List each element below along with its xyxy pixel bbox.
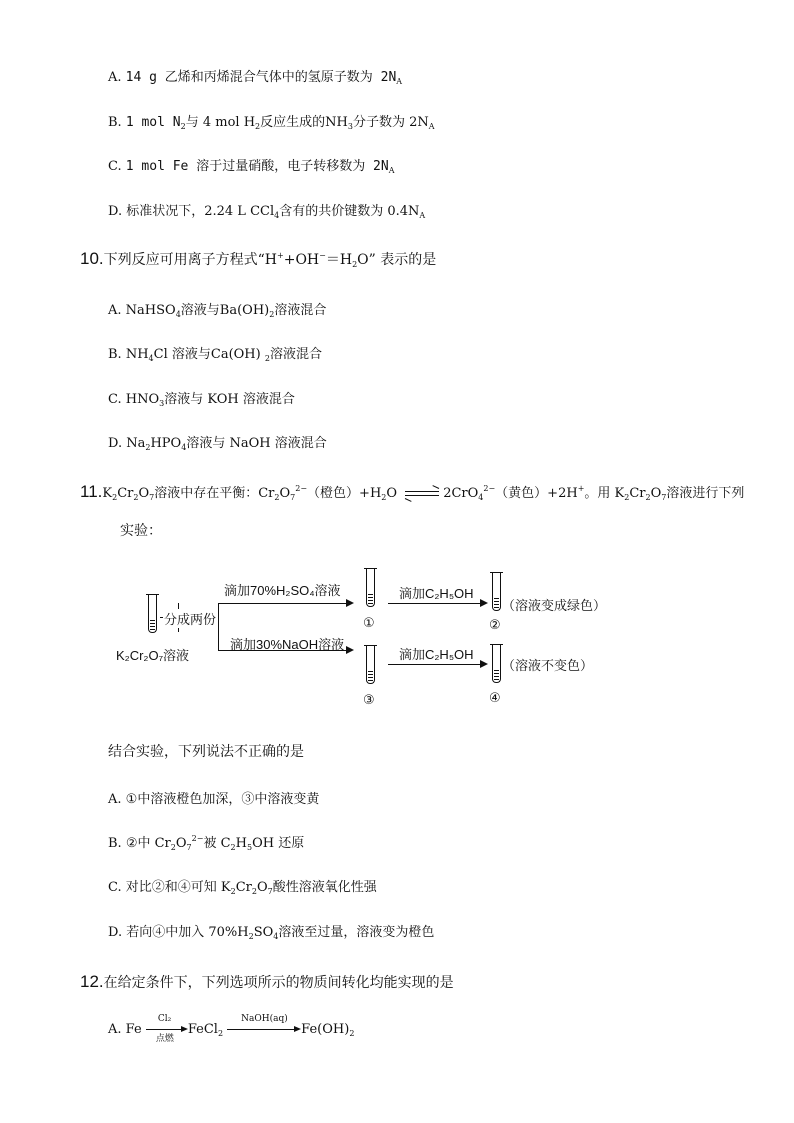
arrow-right-icon: [480, 599, 488, 607]
test-tube-3-icon: [366, 645, 375, 684]
test-tube-2-icon: [492, 572, 501, 611]
add-ethanol-label-2: 滴加C₂H₅OH: [399, 647, 474, 662]
condition-arrow-2: NaOH(aq): [227, 1023, 301, 1037]
arrow-right-icon: [294, 1026, 301, 1032]
arrow-right-icon: [346, 646, 354, 654]
q10-option-c: C. $HNO_3$溶液与 KOH 溶液混合: [108, 392, 295, 408]
q12-stem: 12.在给定条件下，下列选项所示的物质间转化均能实现的是: [80, 972, 454, 991]
bottom-reagent-label: 滴加30%NaOH溶液: [230, 637, 345, 652]
q10-option-b: B. $NH_4Cl$ 溶液与Ca(OH) $_2$溶液混合: [108, 347, 322, 363]
tube-mark-3: ③: [363, 692, 375, 707]
q11-option-c: C. 对比②和④可知 $K_2Cr_2O_7$酸性溶液氧化性强: [108, 880, 377, 896]
q9-option-a: A. 14 g 乙烯和丙烯混合气体中的氢原子数为 $2N_A$: [108, 70, 403, 86]
test-tube-1-icon: [366, 568, 375, 607]
arrow-right-icon: [346, 599, 354, 607]
q11-stem: $11.K_2Cr_2O_7$溶液中存在平衡：$Cr_2O_7^{2-}$（橙色）$+H_2O$ 2CrO$_4^{2-}$（黄色）+2H+。用 $K_2Cr_2O_7$溶液进行下列: [80, 482, 745, 502]
q10-option-a: A. NaHSO$_4$溶液与$Ba(OH)_2$溶液混合: [108, 303, 327, 319]
equilibrium-arrow-icon: [405, 489, 439, 499]
result-label-2: （溶液不变色）: [502, 658, 594, 673]
tube-mark-1: ①: [363, 615, 375, 630]
condition-arrow-1: Cl₂ 点燃: [146, 1023, 188, 1037]
arrow-right-icon: [480, 660, 488, 668]
source-test-tube-icon: [148, 594, 157, 633]
q10-stem: 10.下列反应可用离子方程式“$H^++OH^-=H_2O$” 表示的是: [80, 249, 437, 269]
top-reagent-label: 滴加70%H₂SO₄溶液: [224, 583, 341, 598]
add-ethanol-label-1: 滴加C₂H₅OH: [399, 586, 474, 601]
q10-option-d: D. $Na_2HPO_4$溶液与 NaOH 溶液混合: [108, 436, 327, 452]
q12-option-a: A. Fe Cl₂ 点燃 FeCl$_2$ NaOH(aq) $Fe(OH)_2$: [108, 1013, 355, 1044]
q9-option-c: C. 1 mol Fe 溶于过量硝酸，电子转移数为 $2N_A$: [108, 159, 395, 175]
arrow-right-icon: [181, 1026, 188, 1032]
result-label-1: （溶液变成绿色）: [502, 598, 607, 613]
q9-option-b: B. 1 mol $N_2$与 4 mol $H_2$反应生成的$NH_3$分子数为 $2N_A$: [108, 115, 435, 131]
test-tube-4-icon: [492, 644, 501, 683]
q9-option-d: D. 标准状况下，2.24 L CCl$_4$含有的共价键数为 $0.4N_A$: [108, 204, 426, 220]
q11-option-a: A. ①中溶液橙色加深，③中溶液变黄: [108, 792, 320, 807]
source-solution-label: K₂Cr₂O₇溶液: [116, 648, 190, 663]
q11-stem-line2: 实验：: [120, 523, 162, 539]
split-label: 分成两份: [163, 609, 217, 628]
tube-mark-2: ②: [489, 617, 501, 632]
q11-stem2: 结合实验，下列说法不正确的是: [108, 744, 304, 760]
q11-option-b: B. ②中 $Cr_2O_7^{2-}$被 $C_2H_5OH$ 还原: [108, 834, 305, 852]
tube-mark-4: ④: [489, 690, 501, 705]
q11-option-d: D. 若向④中加入 $70\%H_2SO_4$溶液至过量，溶液变为橙色: [108, 925, 435, 941]
